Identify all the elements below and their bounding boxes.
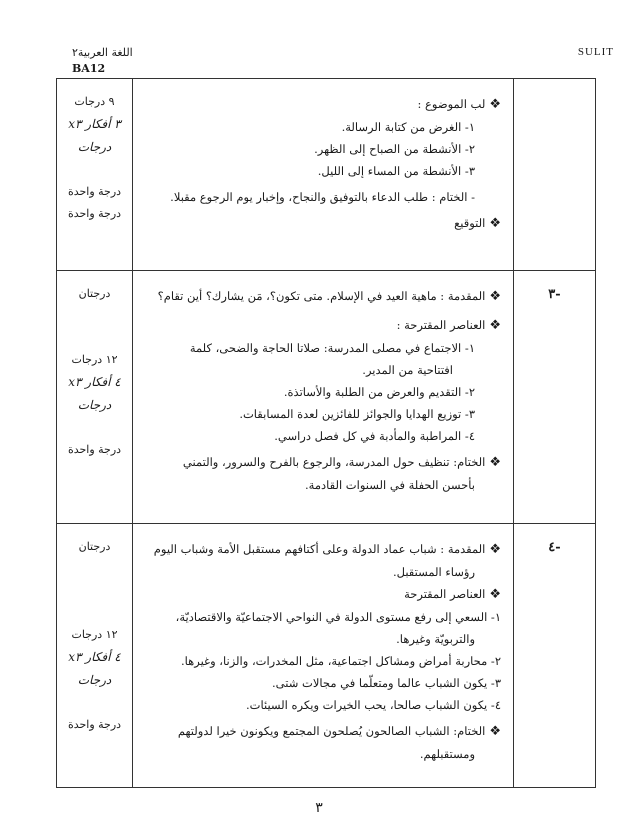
- intro-line: رؤساء المستقبل.: [392, 565, 475, 579]
- list-item: ١- السعي إلى رفع مستوى الدولة في النواحي الاجتماعيّة والاقتصاديّة،: [175, 610, 501, 624]
- marks-text: ٤ أفكار x٣: [68, 375, 121, 389]
- number-cell: [514, 524, 596, 788]
- marks-text: ٩ درجات: [74, 95, 115, 108]
- table-row: [57, 79, 596, 271]
- marks-text: ١٢ درجات: [71, 353, 118, 366]
- bullet-icon: ❖: [489, 216, 501, 231]
- list-item: ٤- المراطبة والمأدبة في كل فصل دراسي.: [274, 429, 475, 443]
- bullet-icon: ❖: [489, 289, 501, 304]
- heading-line: ❖العناصر المقترحة: [404, 587, 501, 602]
- content-cell: [133, 79, 514, 271]
- marks-cell: [57, 271, 133, 524]
- heading-line: ❖التوقيع: [454, 216, 501, 231]
- marks-text: درجتان: [78, 540, 111, 553]
- list-item: ٣- توزيع الهدايا والجوائز للفائزين لعدة المسابقات.: [239, 407, 475, 421]
- list-item: ٢- التقديم والعرض من الطلبة والأساتذة.: [283, 385, 475, 399]
- table-row: [57, 271, 596, 524]
- subject-code: BA12: [72, 62, 106, 75]
- list-item: ١- الاجتماع في مصلى المدرسة: صلاتا الحاجة والضحى، كلمة: [189, 341, 475, 355]
- list-item: ١- الغرض من كتابة الرسالة.: [341, 120, 475, 134]
- heading-line: ❖لب الموضوع :: [417, 97, 501, 112]
- closing-line: - الختام : طلب الدعاء بالتوفيق والنجاح، وإخبار يوم الرجوع مقبلا.: [170, 190, 475, 204]
- bullet-icon: ❖: [489, 542, 501, 557]
- bullet-icon: ❖: [489, 455, 501, 470]
- intro-line: ❖المقدمة : شباب عماد الدولة وعلى أكتافهم مستقبل الأمة وشباب اليوم: [153, 542, 501, 557]
- marks-cell: [57, 79, 133, 271]
- content-cell: [133, 524, 514, 788]
- question-number: -٣: [548, 287, 561, 302]
- marking-scheme-table: [56, 78, 596, 788]
- list-item: والتربويّة وغيرها.: [396, 632, 475, 646]
- marks-text: درجات: [77, 673, 112, 687]
- sulit-label: SULIT: [577, 46, 614, 58]
- bullet-icon: ❖: [489, 318, 501, 333]
- closing-line: بأحسن الحفلة في السنوات القادمة.: [305, 478, 475, 492]
- intro-line: ❖المقدمة : ماهية العيد في الإسلام. متى تكون؟، مَن يشارك؟ أين تقام؟: [157, 289, 501, 304]
- marks-text: درجة واحدة: [67, 185, 122, 198]
- marks-text: درجات: [77, 398, 112, 412]
- bullet-icon: ❖: [489, 587, 501, 602]
- list-item: ٢- محاربة أمراض ومشاكل اجتماعية، مثل المخدرات، والزنا، وغيرها.: [181, 654, 501, 668]
- closing-line: ❖الختام: الشباب الصالحون يُصلحون المجتمع ويكونون خيرا لدولتهم: [177, 724, 501, 739]
- page-number: ٣: [315, 800, 323, 816]
- marks-text: درجة واحدة: [67, 207, 122, 220]
- list-item: ٣- الأنشطة من المساء إلى الليل.: [317, 164, 475, 178]
- content-cell: [133, 271, 514, 524]
- question-number: -٤: [548, 540, 561, 555]
- list-item: ٣- يكون الشباب عالما ومتعلّما في مجالات شتى.: [272, 676, 501, 690]
- marks-text: ٣ أفكار x٣: [68, 117, 121, 131]
- marks-text: ١٢ درجات: [71, 628, 118, 641]
- closing-line: ومستقبلهم.: [419, 747, 475, 761]
- closing-line: ❖الختام: تنظيف حول المدرسة، والرجوع بالفرح والسرور، والتمني: [182, 455, 501, 470]
- table-row: [57, 524, 596, 788]
- bullet-icon: ❖: [489, 724, 501, 739]
- number-cell: [514, 271, 596, 524]
- list-item: ٢- الأنشطة من الصباح إلى الظهر.: [314, 142, 475, 156]
- bullet-icon: ❖: [489, 97, 501, 112]
- marks-text: درجتان: [78, 287, 111, 300]
- number-cell: [514, 79, 596, 271]
- heading-line: ❖العناصر المقترحة :: [396, 318, 501, 333]
- subject-title: اللغة العربية٢: [72, 46, 133, 59]
- marks-text: درجة واحدة: [67, 718, 122, 731]
- marks-text: درجات: [77, 140, 112, 154]
- marks-text: درجة واحدة: [67, 443, 122, 456]
- list-item: افتتاحية من المدير.: [362, 363, 453, 377]
- list-item: ٤- يكون الشباب صالحا، يحب الخيرات ويكره السيئات.: [245, 698, 501, 712]
- marks-cell: [57, 524, 133, 788]
- marks-text: ٤ أفكار x٣: [68, 650, 121, 664]
